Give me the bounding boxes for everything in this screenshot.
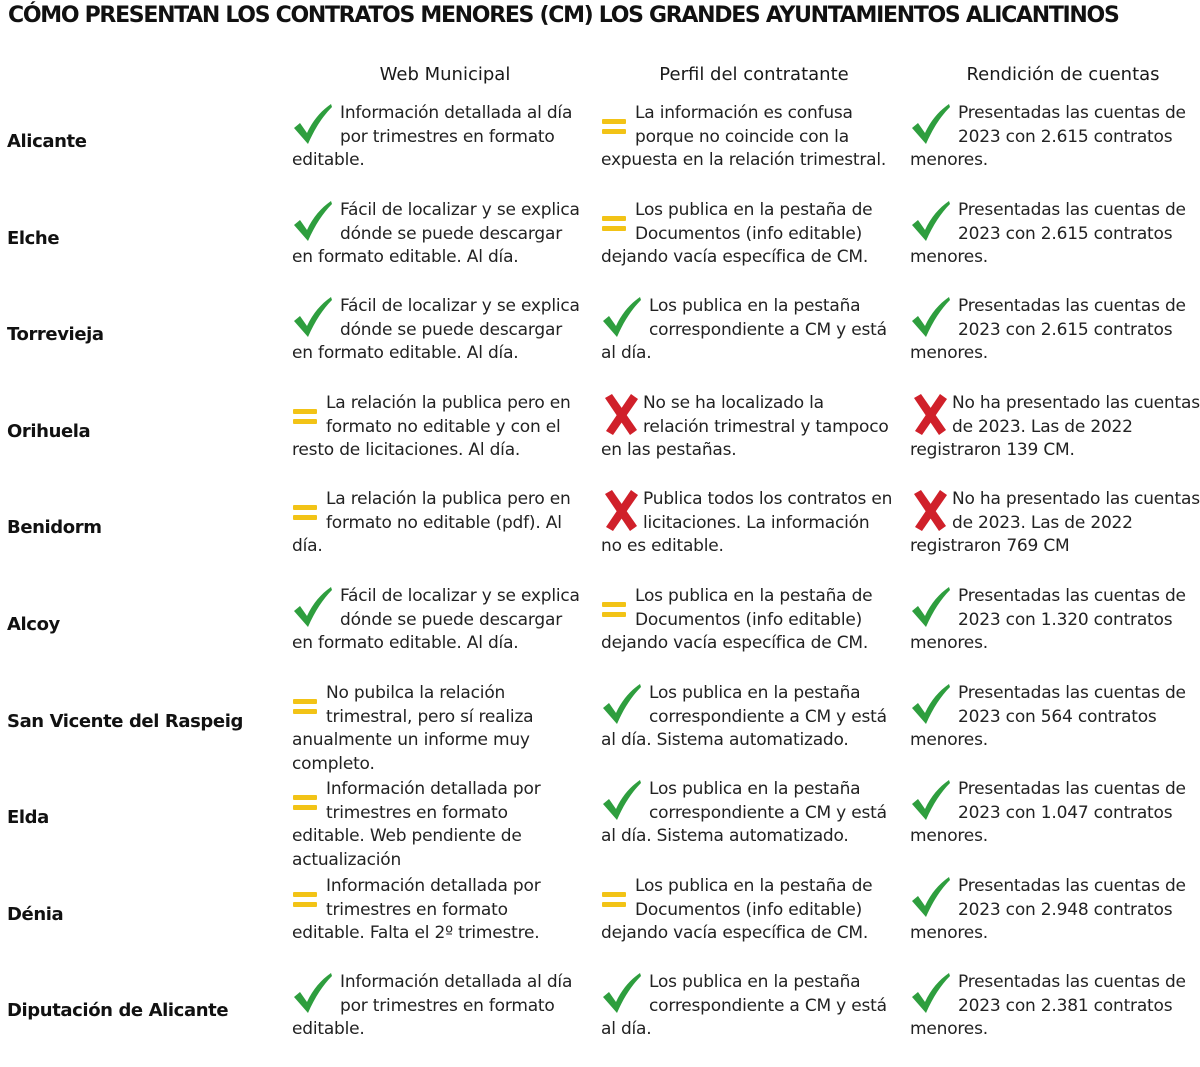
- equal-sign-icon: [601, 199, 631, 245]
- checkmark-icon: [910, 778, 954, 824]
- cell-web-municipal: [292, 778, 584, 870]
- equal-sign-icon: [601, 102, 631, 148]
- cell-perfil-contratante: [601, 392, 893, 470]
- row-label-municipality: Elda: [7, 806, 49, 828]
- cell-text: No pubilca la relación trimestral, pero sí realiza anualmente un informe muy completo.: [292, 683, 534, 774]
- cell-web-municipal: [292, 199, 584, 277]
- cell-text: Información detallada por trimestres en formato editable. Web pendiente de actualización: [292, 779, 541, 870]
- cell-rendicion-cuentas: [910, 585, 1200, 663]
- cell-text: Presentadas las cuentas de 2023 con 1.320 contratos menores.: [910, 586, 1186, 653]
- checkmark-icon: [292, 971, 336, 1017]
- cell-text: Presentadas las cuentas de 2023 con 2.615 contratos menores.: [910, 103, 1186, 170]
- row-label-municipality: San Vicente del Raspeig: [7, 710, 243, 732]
- cell-text: La relación la publica pero en formato no editable y con el resto de licitaciones. Al día.: [292, 393, 571, 460]
- cell-text: No ha presentado las cuentas de 2023. Las de 2022 registraron 139 CM.: [910, 393, 1200, 460]
- cell-text: Presentadas las cuentas de 2023 con 2.615 contratos menores.: [910, 296, 1186, 363]
- row-label-municipality: Benidorm: [7, 516, 102, 538]
- column-header-perfil-contratante: Perfil del contratante: [659, 64, 849, 85]
- checkmark-icon: [601, 682, 645, 728]
- cross-icon: [910, 392, 948, 438]
- cell-text: Los publica en la pestaña correspondiente a CM y está al día. Sistema automatizado.: [601, 683, 887, 750]
- equal-sign-icon: [601, 585, 631, 631]
- cell-text: Publica todos los contratos en licitaciones. La información no es editable.: [601, 489, 893, 556]
- cell-text: Información detallada por trimestres en formato editable. Falta el 2º trimestre.: [292, 876, 541, 943]
- cell-web-municipal: [292, 392, 584, 470]
- cell-rendicion-cuentas: [910, 971, 1200, 1049]
- table-row: [0, 295, 1200, 391]
- row-label-municipality: Alicante: [7, 130, 87, 152]
- cell-text: Los publica en la pestaña correspondiente a CM y está al día.: [601, 972, 887, 1039]
- table-row: [0, 682, 1200, 778]
- cell-text: Fácil de localizar y se explica dónde se puede descargar en formato editable. Al día.: [292, 200, 580, 267]
- equal-sign-icon: [292, 778, 322, 824]
- checkmark-icon: [292, 585, 336, 631]
- cell-text: La información es confusa porque no coincide con la expuesta en la relación trimestral.: [601, 103, 887, 170]
- cell-web-municipal: [292, 875, 584, 953]
- checkmark-icon: [292, 295, 336, 341]
- row-label-municipality: Diputación de Alicante: [7, 999, 229, 1021]
- checkmark-icon: [910, 199, 954, 245]
- checkmark-icon: [910, 295, 954, 341]
- checkmark-icon: [910, 102, 954, 148]
- table-row: [0, 778, 1200, 874]
- row-label-municipality: Torrevieja: [7, 323, 104, 345]
- row-label-municipality: Elche: [7, 227, 60, 249]
- cell-perfil-contratante: [601, 875, 893, 953]
- cell-perfil-contratante: [601, 971, 893, 1049]
- equal-sign-icon: [292, 875, 322, 921]
- table-row: [0, 971, 1200, 1067]
- cell-perfil-contratante: [601, 585, 893, 663]
- cell-rendicion-cuentas: [910, 199, 1200, 277]
- row-label-municipality: Alcoy: [7, 613, 60, 635]
- cell-text: Presentadas las cuentas de 2023 con 2.381 contratos menores.: [910, 972, 1186, 1039]
- checkmark-icon: [910, 585, 954, 631]
- cross-icon: [601, 488, 639, 534]
- cross-icon: [910, 488, 948, 534]
- cell-text: Fácil de localizar y se explica dónde se puede descargar en formato editable. Al día.: [292, 586, 580, 653]
- cell-text: Presentadas las cuentas de 2023 con 2.615 contratos menores.: [910, 200, 1186, 267]
- table-row: [0, 585, 1200, 681]
- cell-text: Los publica en la pestaña de Documentos (info editable) dejando vacía específica de CM.: [601, 586, 873, 653]
- checkmark-icon: [292, 199, 336, 245]
- cell-web-municipal: [292, 971, 584, 1049]
- cell-rendicion-cuentas: [910, 875, 1200, 953]
- row-label-municipality: Orihuela: [7, 420, 91, 442]
- checkmark-icon: [601, 971, 645, 1017]
- cell-perfil-contratante: [601, 199, 893, 277]
- table-row: [0, 392, 1200, 488]
- cell-text: Información detallada al día por trimestres en formato editable.: [292, 103, 573, 170]
- table-row: [0, 102, 1200, 198]
- cell-text: Presentadas las cuentas de 2023 con 1.047 contratos menores.: [910, 779, 1186, 846]
- cell-text: Presentadas las cuentas de 2023 con 2.948 contratos menores.: [910, 876, 1186, 943]
- cell-rendicion-cuentas: [910, 102, 1200, 180]
- cross-icon: [601, 392, 639, 438]
- cell-web-municipal: [292, 102, 584, 180]
- checkmark-icon: [910, 682, 954, 728]
- column-header-web-municipal: Web Municipal: [379, 64, 511, 85]
- table-row: [0, 875, 1200, 971]
- cell-text: No se ha localizado la relación trimestral y tampoco en las pestañas.: [601, 393, 889, 460]
- cell-text: Los publica en la pestaña de Documentos (info editable) dejando vacía específica de CM.: [601, 876, 873, 943]
- cell-text: Información detallada al día por trimestres en formato editable.: [292, 972, 573, 1039]
- checkmark-icon: [910, 971, 954, 1017]
- table-row: [0, 199, 1200, 295]
- column-header-rendicion-cuentas: Rendición de cuentas: [966, 64, 1160, 85]
- cell-text: Los publica en la pestaña correspondiente a CM y está al día. Sistema automatizado.: [601, 779, 887, 846]
- cell-web-municipal: [292, 585, 584, 663]
- equal-sign-icon: [601, 875, 631, 921]
- cell-rendicion-cuentas: [910, 488, 1200, 566]
- table-row: [0, 488, 1200, 584]
- page-title: CÓMO PRESENTAN LOS CONTRATOS MENORES (CM) LOS GRANDES AYUNTAMIENTOS ALICANTINOS: [8, 3, 1119, 28]
- cell-text: La relación la publica pero en formato no editable (pdf). Al día.: [292, 489, 571, 556]
- cell-text: Presentadas las cuentas de 2023 con 564 contratos menores.: [910, 683, 1186, 750]
- cell-text: Fácil de localizar y se explica dónde se puede descargar en formato editable. Al día.: [292, 296, 580, 363]
- cell-perfil-contratante: [601, 778, 893, 856]
- cell-perfil-contratante: [601, 102, 893, 180]
- cell-perfil-contratante: [601, 295, 893, 373]
- checkmark-icon: [910, 875, 954, 921]
- equal-sign-icon: [292, 682, 322, 728]
- cell-web-municipal: [292, 488, 584, 566]
- cell-perfil-contratante: [601, 682, 893, 760]
- cell-perfil-contratante: [601, 488, 893, 566]
- cell-rendicion-cuentas: [910, 295, 1200, 373]
- equal-sign-icon: [292, 392, 322, 438]
- cell-rendicion-cuentas: [910, 682, 1200, 760]
- cell-rendicion-cuentas: [910, 778, 1200, 856]
- checkmark-icon: [292, 102, 336, 148]
- row-label-municipality: Dénia: [7, 903, 64, 925]
- checkmark-icon: [601, 778, 645, 824]
- equal-sign-icon: [292, 488, 322, 534]
- cell-rendicion-cuentas: [910, 392, 1200, 470]
- cell-web-municipal: [292, 682, 584, 774]
- cell-text: No ha presentado las cuentas de 2023. Las de 2022 registraron 769 CM: [910, 489, 1200, 556]
- checkmark-icon: [601, 295, 645, 341]
- cell-web-municipal: [292, 295, 584, 373]
- cell-text: Los publica en la pestaña correspondiente a CM y está al día.: [601, 296, 887, 363]
- cell-text: Los publica en la pestaña de Documentos (info editable) dejando vacía específica de CM.: [601, 200, 873, 267]
